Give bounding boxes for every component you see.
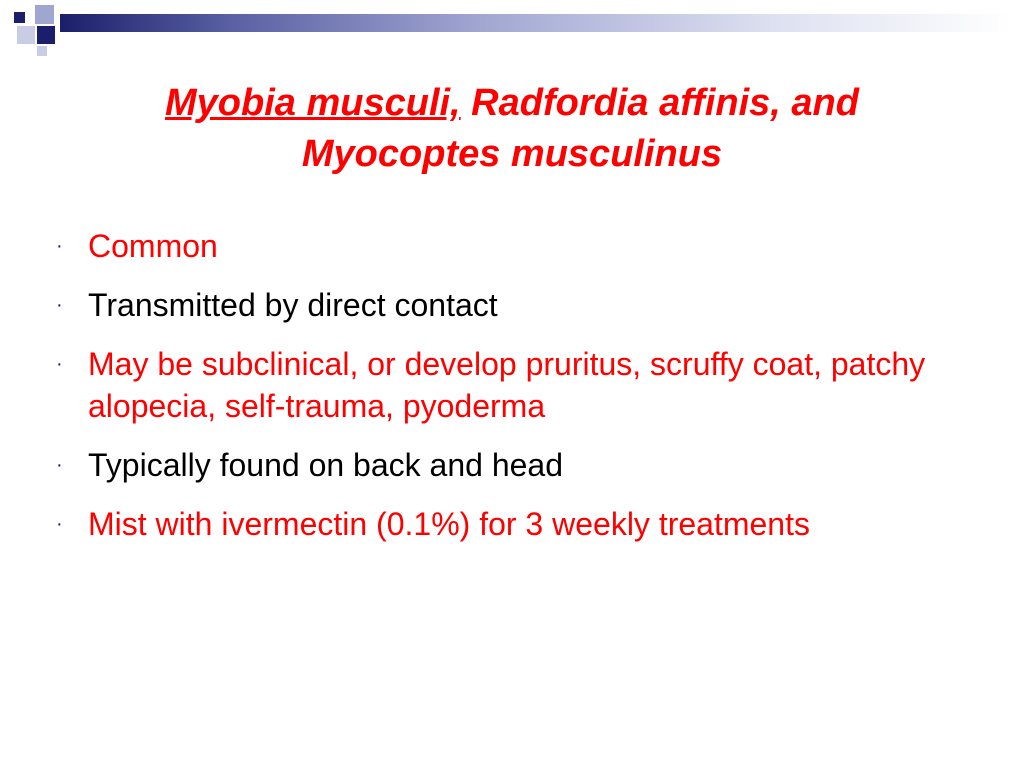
bullet-dot-icon: · [56,294,63,316]
bullet-text: Typically found on back and head [88,447,563,483]
bullet-dot-icon: · [56,454,63,476]
bullet-text: Mist with ivermectin (0.1%) for 3 weekly treatments [88,506,810,542]
bullet-text: Common [88,228,218,264]
bullet-item [50,503,970,545]
title-underlined-text: Myobia musculi, [165,82,461,124]
decorative-square [35,5,54,24]
bullet-text: Transmitted by direct contact [88,287,498,323]
bullet-text: May be subclinical, or develop pruritus, scruffy coat, patchy alopecia, self-trauma, pyoderma [88,346,926,424]
bullet-dot-icon: · [56,353,63,375]
decorative-square [37,46,47,56]
bullet-list [50,225,970,562]
bullet-item [50,444,970,486]
bullet-dot-icon: · [56,513,63,535]
bullet-dot-icon: · [56,235,63,257]
bullet-item [50,225,970,267]
slide-title [40,78,984,180]
decorative-square [37,26,55,44]
decorative-square [17,26,35,44]
bullet-item [50,284,970,326]
title-second-line: Myocoptes musculinus [301,133,723,175]
decorative-square [14,12,25,23]
bullet-item [50,343,970,427]
header-gradient-bar [60,14,1010,32]
title-rest-text: Radfordia affinis, and [460,82,859,124]
